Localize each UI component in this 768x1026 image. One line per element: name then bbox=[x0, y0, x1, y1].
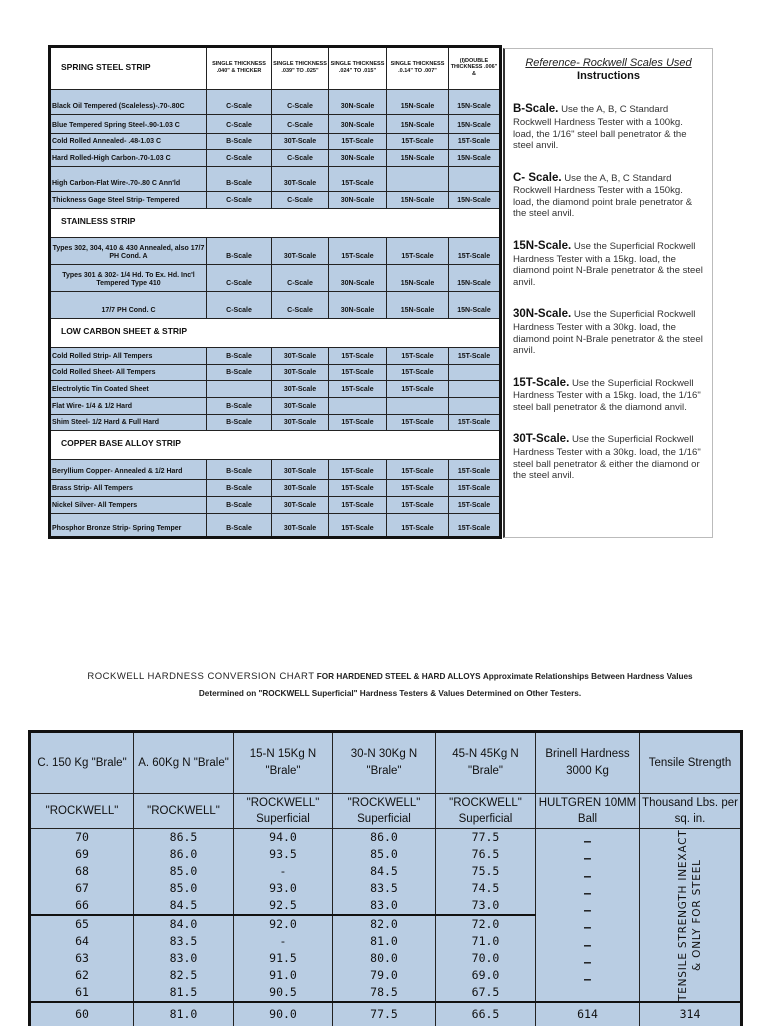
material-label: Brass Strip- All Tempers bbox=[50, 480, 207, 497]
scale-cell: B-Scale bbox=[207, 497, 272, 514]
scale-cell: C-Scale bbox=[272, 150, 329, 167]
scale-cell: 15T-Scale bbox=[387, 381, 449, 398]
column-subheader: "ROCKWELL" Superficial bbox=[333, 794, 436, 829]
scale-cell: 15T-Scale bbox=[387, 348, 449, 365]
value-cell: 91.0 bbox=[234, 967, 333, 984]
value-cell: 81.0 bbox=[333, 933, 436, 950]
material-label: Cold Rolled Sheet- All Tempers bbox=[50, 365, 207, 381]
value-cell: 83.5 bbox=[333, 880, 436, 897]
value-cell: 314 bbox=[640, 1002, 742, 1026]
scale-cell: 15T-Scale bbox=[329, 134, 387, 150]
value-cell: 63 bbox=[30, 950, 134, 967]
value-cell: 85.0 bbox=[134, 863, 234, 880]
value-cell: 86.0 bbox=[134, 846, 234, 863]
reference-item bbox=[513, 377, 704, 414]
scale-cell: 30T-Scale bbox=[272, 480, 329, 497]
table-row bbox=[50, 90, 501, 115]
reference-item bbox=[513, 240, 704, 288]
value-cell: 67 bbox=[30, 880, 134, 897]
scale-cell: 30N-Scale bbox=[329, 292, 387, 319]
scale-cell: 15N-Scale bbox=[449, 192, 501, 209]
scale-cell: 15N-Scale bbox=[449, 115, 501, 134]
table-row bbox=[50, 497, 501, 514]
table-row bbox=[50, 192, 501, 209]
value-cell: 69.0 bbox=[436, 967, 536, 984]
material-label: Cold Rolled Annealed- .48-1.03 C bbox=[50, 134, 207, 150]
value-cell: 90.5 bbox=[234, 984, 333, 1002]
reference-item bbox=[513, 308, 704, 356]
material-label: Shim Steel- 1/2 Hard & Full Hard bbox=[50, 415, 207, 431]
scale-cell bbox=[329, 398, 387, 415]
scale-cell: B-Scale bbox=[207, 415, 272, 431]
material-label: Types 302, 304, 410 & 430 Annealed, also 17/7 PH Cond. A bbox=[50, 238, 207, 265]
value-cell: 64 bbox=[30, 933, 134, 950]
scale-description: Use the Superficial Rockwell Hardness Tester with a 15kg. load, the 1/16" steel ball penetrator & the diamond anvil. bbox=[513, 377, 701, 413]
scale-description: Use the A, B, C Standard Rockwell Hardness Tester with a 100kg. load, the 1/16" steel ball penetrator & the steel anvil. bbox=[513, 104, 687, 152]
table-row bbox=[50, 514, 501, 538]
scale-name: B-Scale. bbox=[513, 103, 559, 116]
table-row bbox=[50, 365, 501, 381]
tensile-note: TENSILE STRENGTH INEXACT & ONLY FOR STEEL bbox=[677, 829, 703, 1001]
header-row-2 bbox=[30, 794, 742, 829]
scale-cell: 15N-Scale bbox=[387, 265, 449, 292]
scale-cell: 15T-Scale bbox=[449, 514, 501, 538]
reference-subtitle: Instructions bbox=[577, 70, 640, 83]
scale-cell: 15T-Scale bbox=[449, 497, 501, 514]
reference-item bbox=[513, 433, 704, 481]
dash: – bbox=[584, 834, 591, 848]
scale-cell: 30N-Scale bbox=[329, 115, 387, 134]
scale-cell: 15T-Scale bbox=[329, 348, 387, 365]
dash: – bbox=[584, 851, 591, 866]
value-cell: 65 bbox=[30, 915, 134, 933]
value-cell: - bbox=[234, 863, 333, 880]
value-cell: 68 bbox=[30, 863, 134, 880]
scale-cell: C-Scale bbox=[207, 265, 272, 292]
scale-cell: C-Scale bbox=[272, 192, 329, 209]
scale-cell: B-Scale bbox=[207, 134, 272, 150]
value-cell: - bbox=[234, 933, 333, 950]
conversion-chart-title bbox=[30, 668, 750, 702]
table-row bbox=[50, 480, 501, 497]
scale-cell: B-Scale bbox=[207, 238, 272, 265]
dash: – bbox=[584, 885, 591, 900]
scale-cell bbox=[449, 167, 501, 192]
title-line2: Determined on "ROCKWELL Superficial" Hardness Testers & Values Determined on Other Testers. bbox=[198, 689, 582, 698]
material-label: Types 301 & 302- 1/4 Hd. To Ex. Hd. Inc'l Tempered Type 410 bbox=[50, 265, 207, 292]
section-header-row bbox=[50, 319, 501, 348]
table-row bbox=[50, 460, 501, 480]
reference-item bbox=[513, 103, 704, 151]
scale-cell: 15T-Scale bbox=[387, 460, 449, 480]
scale-cell: 30T-Scale bbox=[272, 497, 329, 514]
scale-cell: C-Scale bbox=[207, 192, 272, 209]
scale-cell: 15T-Scale bbox=[387, 480, 449, 497]
scale-cell: 15T-Scale bbox=[387, 415, 449, 431]
value-cell: 92.0 bbox=[234, 915, 333, 933]
scale-description: Use the Superficial Rockwell Hardness Tester with a 15kg. load, the diamond point N-Brale penetrator & the steel anvil. bbox=[513, 240, 703, 288]
dash: – bbox=[584, 955, 591, 970]
value-cell: 62 bbox=[30, 967, 134, 984]
value-cell: 77.5 bbox=[436, 829, 536, 847]
scale-cell: 15T-Scale bbox=[387, 514, 449, 538]
value-cell: 81.0 bbox=[134, 1002, 234, 1026]
value-cell: 66.5 bbox=[436, 1002, 536, 1026]
table-row bbox=[50, 265, 501, 292]
column-header: 45-N 45Kg N "Brale" bbox=[436, 732, 536, 794]
section-title: STAINLESS STRIP bbox=[50, 209, 501, 238]
scale-cell: 30N-Scale bbox=[329, 150, 387, 167]
value-cell: 83.5 bbox=[134, 933, 234, 950]
scale-cell: 30T-Scale bbox=[272, 415, 329, 431]
reference-title: Reference- Rockwell Scales Used bbox=[525, 57, 692, 69]
scale-cell: 15T-Scale bbox=[449, 460, 501, 480]
scale-cell: 15T-Scale bbox=[329, 381, 387, 398]
scale-cell: 30T-Scale bbox=[272, 460, 329, 480]
table-row bbox=[50, 134, 501, 150]
value-cell: 69 bbox=[30, 846, 134, 863]
dash: – bbox=[584, 972, 591, 987]
value-cell: 94.0 bbox=[234, 829, 333, 847]
scale-cell: B-Scale bbox=[207, 348, 272, 365]
section-header-row bbox=[50, 431, 501, 460]
material-label: Beryllium Copper- Annealed & 1/2 Hard bbox=[50, 460, 207, 480]
scale-cell: B-Scale bbox=[207, 514, 272, 538]
conversion-table bbox=[28, 730, 743, 1026]
scale-cell: 15T-Scale bbox=[329, 167, 387, 192]
scale-description: Use the Superficial Rockwell Hardness Tester with a 30kg. load, the 1/16" steel ball penetrator & either the diamond or the steel anvil. bbox=[513, 434, 701, 482]
scale-cell: 30T-Scale bbox=[272, 238, 329, 265]
scale-cell: 30N-Scale bbox=[329, 90, 387, 115]
scale-cell: C-Scale bbox=[207, 292, 272, 319]
value-cell: 86.5 bbox=[134, 829, 234, 847]
scale-cell bbox=[387, 167, 449, 192]
scale-cell: 30T-Scale bbox=[272, 134, 329, 150]
scale-cell: C-Scale bbox=[272, 90, 329, 115]
column-subheader: "ROCKWELL" Superficial bbox=[436, 794, 536, 829]
scale-cell: 30T-Scale bbox=[272, 381, 329, 398]
scale-cell: 15T-Scale bbox=[329, 497, 387, 514]
scale-cell: 30T-Scale bbox=[272, 348, 329, 365]
scale-cell: 15N-Scale bbox=[449, 265, 501, 292]
scale-name: C- Scale. bbox=[513, 171, 562, 184]
dash: – bbox=[584, 920, 591, 935]
brinell-merged-cell bbox=[536, 829, 640, 1003]
table-row bbox=[30, 829, 742, 847]
column-header: SINGLE THICKNESS .039" TO .025" bbox=[272, 47, 329, 90]
value-cell: 82.5 bbox=[134, 967, 234, 984]
scale-selection-table bbox=[48, 45, 502, 539]
value-cell: 83.0 bbox=[134, 950, 234, 967]
material-label: Black Oil Tempered (Scaleless)-.70-.80C bbox=[50, 90, 207, 115]
scale-cell: 15N-Scale bbox=[387, 90, 449, 115]
value-cell: 61 bbox=[30, 984, 134, 1002]
table-row bbox=[50, 115, 501, 134]
scale-cell: B-Scale bbox=[207, 398, 272, 415]
value-cell: 60 bbox=[30, 1002, 134, 1026]
material-label: Cold Rolled Strip- All Tempers bbox=[50, 348, 207, 365]
table-row bbox=[50, 150, 501, 167]
table-row bbox=[50, 348, 501, 365]
section-title: SPRING STEEL STRIP bbox=[50, 47, 207, 90]
value-cell: 86.0 bbox=[333, 829, 436, 847]
column-header: 30-N 30Kg N "Brale" bbox=[333, 732, 436, 794]
value-cell: 614 bbox=[536, 1002, 640, 1026]
dash: – bbox=[584, 937, 591, 952]
value-cell: 66 bbox=[30, 897, 134, 915]
value-cell: 84.5 bbox=[134, 897, 234, 915]
value-cell: 73.0 bbox=[436, 897, 536, 915]
scale-cell: 15T-Scale bbox=[387, 134, 449, 150]
scale-name: 15T-Scale. bbox=[513, 376, 570, 389]
value-cell: 80.0 bbox=[333, 950, 436, 967]
scale-description: Use the Superficial Rockwell Hardness Tester with a 30kg. load, the diamond point N-Brale penetrator & the steel anvil. bbox=[513, 309, 703, 357]
material-label: Flat Wire- 1/4 & 1/2 Hard bbox=[50, 398, 207, 415]
scale-cell: 30N-Scale bbox=[329, 192, 387, 209]
material-label: Electrolytic Tin Coated Sheet bbox=[50, 381, 207, 398]
value-cell: 93.5 bbox=[234, 846, 333, 863]
section-title: COPPER BASE ALLOY STRIP bbox=[50, 431, 501, 460]
material-label: Nickel Silver- All Tempers bbox=[50, 497, 207, 514]
column-header: Brinell Hardness 3000 Kg bbox=[536, 732, 640, 794]
value-cell: 67.5 bbox=[436, 984, 536, 1002]
section-title: LOW CARBON SHEET & STRIP bbox=[50, 319, 501, 348]
column-header: SINGLE THICKNESS .024" TO .015" bbox=[329, 47, 387, 90]
dash: – bbox=[584, 903, 591, 918]
scale-cell: 15T-Scale bbox=[387, 238, 449, 265]
scale-name: 30T-Scale. bbox=[513, 433, 570, 446]
scale-cell: 15T-Scale bbox=[329, 365, 387, 381]
column-header: SINGLE THICKNESS .040" & THICKER bbox=[207, 47, 272, 90]
value-cell: 76.5 bbox=[436, 846, 536, 863]
scale-cell: C-Scale bbox=[207, 90, 272, 115]
column-header: Tensile Strength bbox=[640, 732, 742, 794]
value-cell: 72.0 bbox=[436, 915, 536, 933]
table-row bbox=[50, 381, 501, 398]
column-subheader: Thousand Lbs. per sq. in. bbox=[640, 794, 742, 829]
value-cell: 74.5 bbox=[436, 880, 536, 897]
scale-description: Use the A, B, C Standard Rockwell Hardness Tester with a 150kg. load, the diamond point brale penetrator & the steel anvil. bbox=[513, 172, 693, 220]
material-label: Blue Tempered Spring Steel-.90-1.03 C bbox=[50, 115, 207, 134]
scale-cell: 15T-Scale bbox=[329, 460, 387, 480]
scale-cell: 15N-Scale bbox=[449, 292, 501, 319]
value-cell: 70 bbox=[30, 829, 134, 847]
table-row bbox=[50, 238, 501, 265]
value-cell: 85.0 bbox=[134, 880, 234, 897]
value-cell: 85.0 bbox=[333, 846, 436, 863]
scale-cell bbox=[449, 365, 501, 381]
scale-cell: 15N-Scale bbox=[449, 90, 501, 115]
value-cell: 92.5 bbox=[234, 897, 333, 915]
value-cell: 77.5 bbox=[333, 1002, 436, 1026]
value-cell: 78.5 bbox=[333, 984, 436, 1002]
value-cell: 83.0 bbox=[333, 897, 436, 915]
scale-cell: 15T-Scale bbox=[449, 480, 501, 497]
table-row bbox=[50, 292, 501, 319]
table-header-row bbox=[50, 47, 501, 90]
scale-cell: 15T-Scale bbox=[329, 480, 387, 497]
table-row bbox=[50, 415, 501, 431]
table-row bbox=[50, 167, 501, 192]
scale-cell: B-Scale bbox=[207, 480, 272, 497]
column-subheader: "ROCKWELL" Superficial bbox=[234, 794, 333, 829]
scale-cell: C-Scale bbox=[272, 292, 329, 319]
material-label: Hard Rolled-High Carbon-.70-1.03 C bbox=[50, 150, 207, 167]
column-header: C. 150 Kg "Brale" bbox=[30, 732, 134, 794]
scale-cell: 30T-Scale bbox=[272, 167, 329, 192]
value-cell: 91.5 bbox=[234, 950, 333, 967]
scale-cell: 15T-Scale bbox=[387, 497, 449, 514]
scale-cell: B-Scale bbox=[207, 167, 272, 192]
material-label: Phosphor Bronze Strip- Spring Temper bbox=[50, 514, 207, 538]
value-cell: 93.0 bbox=[234, 880, 333, 897]
column-subheader: HULTGREN 10MM Ball bbox=[536, 794, 640, 829]
scale-cell: C-Scale bbox=[207, 150, 272, 167]
scale-cell: 15T-Scale bbox=[449, 415, 501, 431]
scale-cell: 15T-Scale bbox=[449, 134, 501, 150]
reference-item bbox=[513, 172, 704, 220]
table-row bbox=[50, 398, 501, 415]
column-header: 15-N 15Kg N "Brale" bbox=[234, 732, 333, 794]
scale-cell: C-Scale bbox=[207, 115, 272, 134]
scale-cell: B-Scale bbox=[207, 460, 272, 480]
scale-cell: 15N-Scale bbox=[387, 150, 449, 167]
scale-cell: 15T-Scale bbox=[329, 238, 387, 265]
scale-cell: B-Scale bbox=[207, 365, 272, 381]
header-row-1 bbox=[30, 732, 742, 794]
scale-cell: 15T-Scale bbox=[329, 415, 387, 431]
title-main: ROCKWELL HARDNESS CONVERSION CHART bbox=[87, 671, 315, 682]
scale-cell: 15T-Scale bbox=[387, 365, 449, 381]
title-bold: FOR HARDENED STEEL & HARD ALLOYS bbox=[316, 672, 481, 681]
material-label: Thickness Gage Steel Strip- Tempered bbox=[50, 192, 207, 209]
value-cell: 81.5 bbox=[134, 984, 234, 1002]
scale-cell: 15N-Scale bbox=[449, 150, 501, 167]
scale-cell: 15N-Scale bbox=[387, 115, 449, 134]
scale-cell: 15N-Scale bbox=[387, 292, 449, 319]
scale-cell: 15T-Scale bbox=[329, 514, 387, 538]
scale-cell: 15T-Scale bbox=[449, 238, 501, 265]
value-cell: 75.5 bbox=[436, 863, 536, 880]
table-row bbox=[30, 1002, 742, 1026]
column-subheader: "ROCKWELL" bbox=[30, 794, 134, 829]
scale-name: 15N-Scale. bbox=[513, 239, 572, 252]
scale-cell: 30T-Scale bbox=[272, 514, 329, 538]
tensile-merged-cell bbox=[640, 829, 742, 1003]
dash: – bbox=[584, 868, 591, 883]
column-subheader: "ROCKWELL" bbox=[134, 794, 234, 829]
scale-cell bbox=[207, 381, 272, 398]
column-header: (I)DOUBLE THICKNESS .006" & bbox=[449, 47, 501, 90]
scale-cell: 30T-Scale bbox=[272, 365, 329, 381]
section-header-row bbox=[50, 209, 501, 238]
material-label: High Carbon-Flat Wire-.70-.80 C Ann'ld bbox=[50, 167, 207, 192]
value-cell: 79.0 bbox=[333, 967, 436, 984]
scale-cell: 30N-Scale bbox=[329, 265, 387, 292]
scale-cell: 15N-Scale bbox=[387, 192, 449, 209]
value-cell: 84.5 bbox=[333, 863, 436, 880]
title-rest: Approximate Relationships Between Hardness Values bbox=[482, 672, 693, 681]
value-cell: 82.0 bbox=[333, 915, 436, 933]
value-cell: 90.0 bbox=[234, 1002, 333, 1026]
scale-cell: 30T-Scale bbox=[272, 398, 329, 415]
reference-panel bbox=[503, 48, 713, 538]
value-cell: 71.0 bbox=[436, 933, 536, 950]
scale-cell: C-Scale bbox=[272, 265, 329, 292]
scale-cell: C-Scale bbox=[272, 115, 329, 134]
scale-cell bbox=[387, 398, 449, 415]
scale-cell bbox=[449, 398, 501, 415]
column-header: A. 60Kg N "Brale" bbox=[134, 732, 234, 794]
column-header: SINGLE THICKNESS .0.14" TO .007" bbox=[387, 47, 449, 90]
scale-name: 30N-Scale. bbox=[513, 308, 572, 321]
scale-cell bbox=[449, 381, 501, 398]
scale-cell: 15T-Scale bbox=[449, 348, 501, 365]
value-cell: 84.0 bbox=[134, 915, 234, 933]
value-cell: 70.0 bbox=[436, 950, 536, 967]
material-label: 17/7 PH Cond. C bbox=[50, 292, 207, 319]
